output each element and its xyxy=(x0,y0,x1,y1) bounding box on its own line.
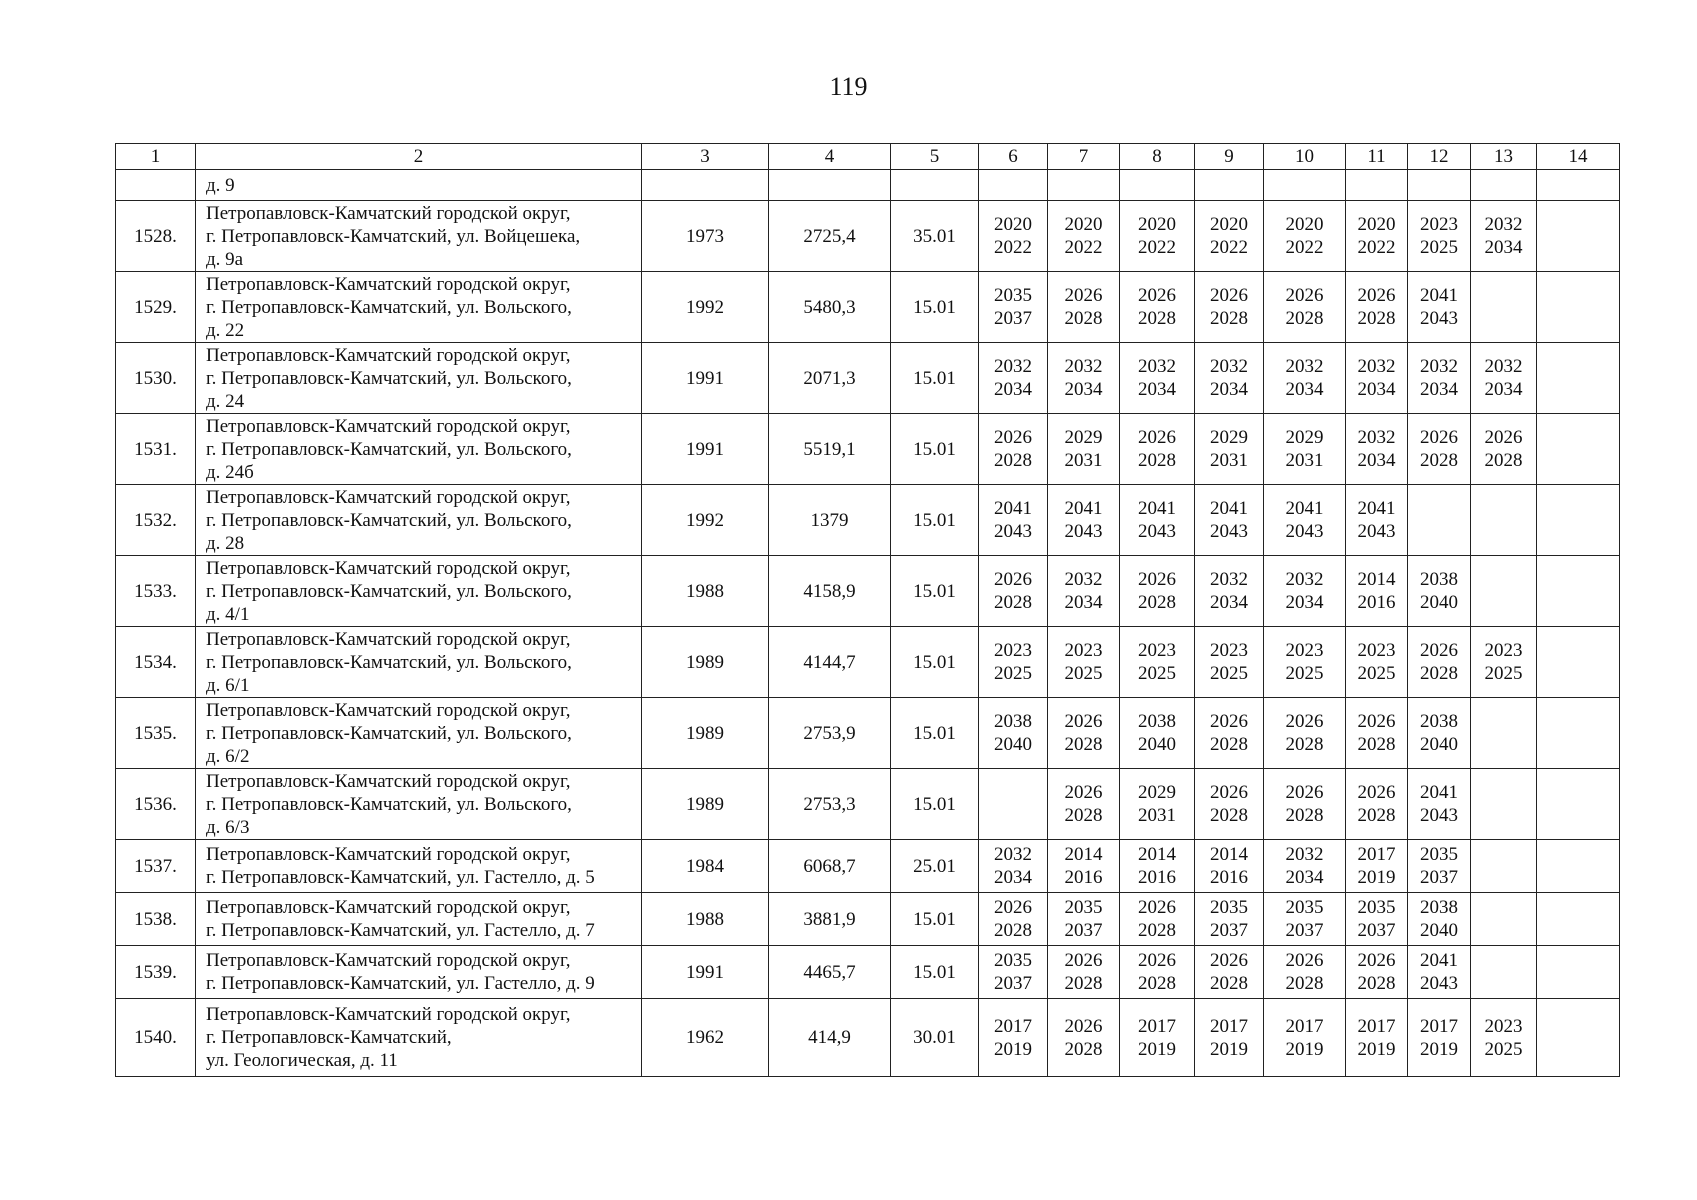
address-line: г. Петропавловск-Камчатский, ул. Вольского, xyxy=(206,438,572,460)
period-cell: 2023 2025 xyxy=(1264,627,1346,698)
period-cell: 2032 2034 xyxy=(1195,343,1264,414)
address-cell xyxy=(196,999,642,1077)
address-line: г. Петропавловск-Камчатский, ул. Войцешека, xyxy=(206,225,581,247)
period-cell: 2032 2034 xyxy=(1408,343,1471,414)
address-line: Петропавловск-Камчатский городской округ, xyxy=(206,628,571,650)
period-cell: 2026 2028 xyxy=(1195,272,1264,343)
address-line: д. 6/1 xyxy=(206,674,250,696)
period-cell: 2041 2043 xyxy=(1048,485,1120,556)
period-cell: 2035 2037 xyxy=(1408,840,1471,893)
period-cell: 2035 2037 xyxy=(1195,893,1264,946)
column-header-11: 11 xyxy=(1346,144,1408,170)
year-built-cell: 1989 xyxy=(642,627,769,698)
address-line: Петропавловск-Камчатский городской округ, xyxy=(206,699,571,721)
address-line: г. Петропавловск-Камчатский, ул. Вольского, xyxy=(206,793,572,815)
period-cell: 2032 2034 xyxy=(1048,556,1120,627)
area-cell: 2725,4 xyxy=(769,201,891,272)
year-built-cell: 1992 xyxy=(642,272,769,343)
housing-registry-table xyxy=(115,143,1620,1077)
address-line: г. Петропавловск-Камчатский, ул. Гастелло, д. 9 xyxy=(206,973,595,994)
period-cell: 2020 2022 xyxy=(1048,201,1120,272)
period-cell: 2035 2037 xyxy=(979,272,1048,343)
period-cell: 2026 2028 xyxy=(1048,698,1120,769)
period-cell: 2026 2028 xyxy=(1264,698,1346,769)
period-cell: 2032 2034 xyxy=(1346,343,1408,414)
column-header-1: 1 xyxy=(116,144,196,170)
address-line: Петропавловск-Камчатский городской округ, xyxy=(206,557,571,579)
period-cell: 2041 2043 xyxy=(979,485,1048,556)
period-cell: 2041 2043 xyxy=(1264,485,1346,556)
table-row xyxy=(116,556,1620,627)
period-cell xyxy=(1471,485,1537,556)
code-cell: 15.01 xyxy=(891,272,979,343)
period-cell xyxy=(1471,946,1537,999)
year-built-cell: 1991 xyxy=(642,946,769,999)
period-cell: 2038 2040 xyxy=(1120,698,1195,769)
period-cell xyxy=(1537,840,1620,893)
period-cell: 2026 2028 xyxy=(979,414,1048,485)
period-cell: 2026 2028 xyxy=(1120,414,1195,485)
period-cell xyxy=(1471,272,1537,343)
code-cell: 15.01 xyxy=(891,893,979,946)
table-row xyxy=(116,272,1620,343)
period-cell: 2020 2022 xyxy=(1264,201,1346,272)
year-built-cell: 1988 xyxy=(642,893,769,946)
period-cell: 2026 2028 xyxy=(1408,414,1471,485)
period-cell: 2014 2016 xyxy=(1195,840,1264,893)
address-cell xyxy=(196,556,642,627)
period-cell: 2023 2025 xyxy=(1048,627,1120,698)
period-cell: 2038 2040 xyxy=(1408,556,1471,627)
address-line: Петропавловск-Камчатский городской округ, xyxy=(206,950,571,971)
row-number-cell: 1529. xyxy=(116,272,196,343)
year-built-cell: 1984 xyxy=(642,840,769,893)
period-cell: 2023 2025 xyxy=(1471,999,1537,1077)
period-cell: 2029 2031 xyxy=(1048,414,1120,485)
period-cell: 2035 2037 xyxy=(1346,893,1408,946)
code-cell: 15.01 xyxy=(891,343,979,414)
period-cell: 2023 2025 xyxy=(1195,627,1264,698)
year-built-cell: 1962 xyxy=(642,999,769,1077)
period-cell xyxy=(1537,201,1620,272)
period-cell xyxy=(1471,698,1537,769)
address-line: д. 9а xyxy=(206,248,244,270)
address-cell xyxy=(196,343,642,414)
period-cell: 2032 2034 xyxy=(1346,414,1408,485)
period-cell: 2032 2034 xyxy=(979,343,1048,414)
year-built-cell: 1991 xyxy=(642,414,769,485)
address-line: Петропавловск-Камчатский городской округ, xyxy=(206,202,571,224)
row-number-cell: 1528. xyxy=(116,201,196,272)
area-cell: 6068,7 xyxy=(769,840,891,893)
period-cell: 2023 2025 xyxy=(1346,627,1408,698)
year-built-cell: 1992 xyxy=(642,485,769,556)
area-cell: 4465,7 xyxy=(769,946,891,999)
address-line: Петропавловск-Камчатский городской округ, xyxy=(206,344,571,366)
row-number-cell: 1539. xyxy=(116,946,196,999)
period-cell: 2026 2028 xyxy=(1120,946,1195,999)
area-cell: 2071,3 xyxy=(769,343,891,414)
period-cell: 2038 2040 xyxy=(979,698,1048,769)
column-header-4: 4 xyxy=(769,144,891,170)
address-line: г. Петропавловск-Камчатский, ул. Вольского, xyxy=(206,296,572,318)
period-cell: 2026 2028 xyxy=(1195,946,1264,999)
row-number-cell: 1533. xyxy=(116,556,196,627)
address-line: д. 28 xyxy=(206,532,245,554)
period-cell: 2026 2028 xyxy=(1408,627,1471,698)
column-header-10: 10 xyxy=(1264,144,1346,170)
column-header-2: 2 xyxy=(196,144,642,170)
period-cell: 2023 2025 xyxy=(979,627,1048,698)
period-cell: 2023 2025 xyxy=(1471,627,1537,698)
area-cell: 3881,9 xyxy=(769,893,891,946)
period-cell: 2020 2022 xyxy=(979,201,1048,272)
address-cell xyxy=(196,840,642,893)
period-cell xyxy=(1537,556,1620,627)
address-cell xyxy=(196,485,642,556)
period-cell xyxy=(1537,485,1620,556)
area-cell: 1379 xyxy=(769,485,891,556)
address-cell xyxy=(196,272,642,343)
period-cell: 2041 2043 xyxy=(1195,485,1264,556)
period-cell: 2029 2031 xyxy=(1195,414,1264,485)
continuation-row xyxy=(116,170,1620,201)
period-cell xyxy=(1471,556,1537,627)
column-header-12: 12 xyxy=(1408,144,1471,170)
period-cell: 2017 2019 xyxy=(1346,840,1408,893)
table-row xyxy=(116,414,1620,485)
period-cell: 2035 2037 xyxy=(979,946,1048,999)
column-header-6: 6 xyxy=(979,144,1048,170)
period-cell xyxy=(1537,946,1620,999)
period-cell xyxy=(1537,627,1620,698)
period-cell: 2014 2016 xyxy=(1120,840,1195,893)
code-cell: 35.01 xyxy=(891,201,979,272)
period-cell: 2026 2028 xyxy=(1471,414,1537,485)
row-number-cell: 1536. xyxy=(116,769,196,840)
table-row xyxy=(116,769,1620,840)
period-cell: 2020 2022 xyxy=(1346,201,1408,272)
row-number-cell: 1538. xyxy=(116,893,196,946)
period-cell xyxy=(1471,840,1537,893)
period-cell: 2014 2016 xyxy=(1048,840,1120,893)
address-line: г. Петропавловск-Камчатский, ул. Гастелло, д. 7 xyxy=(206,920,595,941)
period-cell: 2017 2019 xyxy=(1408,999,1471,1077)
period-cell: 2026 2028 xyxy=(1048,946,1120,999)
address-line: д. 6/3 xyxy=(206,816,250,838)
period-cell: 2026 2028 xyxy=(1195,698,1264,769)
area-cell: 5519,1 xyxy=(769,414,891,485)
period-cell: 2020 2022 xyxy=(1120,201,1195,272)
address-line: Петропавловск-Камчатский городской округ, xyxy=(206,486,571,508)
period-cell: 2026 2028 xyxy=(1346,272,1408,343)
address-line: г. Петропавловск-Камчатский, ул. Вольского, xyxy=(206,509,572,531)
column-header-3: 3 xyxy=(642,144,769,170)
code-cell: 30.01 xyxy=(891,999,979,1077)
address-cell xyxy=(196,627,642,698)
period-cell xyxy=(979,769,1048,840)
address-cell xyxy=(196,946,642,999)
period-cell: 2026 2028 xyxy=(1048,769,1120,840)
address-cell xyxy=(196,698,642,769)
area-cell: 4144,7 xyxy=(769,627,891,698)
period-cell xyxy=(1537,414,1620,485)
period-cell: 2026 2028 xyxy=(1346,946,1408,999)
period-cell: 2026 2028 xyxy=(1346,769,1408,840)
period-cell: 2041 2043 xyxy=(1120,485,1195,556)
period-cell: 2026 2028 xyxy=(979,556,1048,627)
address-line: Петропавловск-Камчатский городской округ, xyxy=(206,415,571,437)
row-number-cell: 1530. xyxy=(116,343,196,414)
period-cell xyxy=(1537,698,1620,769)
period-cell: 2023 2025 xyxy=(1408,201,1471,272)
period-cell: 2032 2034 xyxy=(1048,343,1120,414)
period-cell: 2035 2037 xyxy=(1264,893,1346,946)
area-cell: 2753,9 xyxy=(769,698,891,769)
address-line: д. 24б xyxy=(206,461,254,483)
code-cell: 15.01 xyxy=(891,627,979,698)
period-cell: 2032 2034 xyxy=(1264,556,1346,627)
year-built-cell: 1988 xyxy=(642,556,769,627)
area-cell: 414,9 xyxy=(769,999,891,1077)
column-header-8: 8 xyxy=(1120,144,1195,170)
period-cell xyxy=(1537,893,1620,946)
year-built-cell: 1991 xyxy=(642,343,769,414)
address-line: г. Петропавловск-Камчатский, ул. Вольского, xyxy=(206,651,572,673)
address-cell xyxy=(196,769,642,840)
code-cell: 25.01 xyxy=(891,840,979,893)
column-header-14: 14 xyxy=(1537,144,1620,170)
period-cell: 2029 2031 xyxy=(1120,769,1195,840)
period-cell: 2020 2022 xyxy=(1195,201,1264,272)
table-row xyxy=(116,946,1620,999)
period-cell: 2017 2019 xyxy=(1120,999,1195,1077)
row-number-cell: 1531. xyxy=(116,414,196,485)
address-line: Петропавловск-Камчатский городской округ, xyxy=(206,844,571,865)
period-cell: 2014 2016 xyxy=(1346,556,1408,627)
period-cell: 2041 2043 xyxy=(1408,272,1471,343)
period-cell: 2026 2028 xyxy=(1120,893,1195,946)
column-header-9: 9 xyxy=(1195,144,1264,170)
period-cell: 2017 2019 xyxy=(979,999,1048,1077)
code-cell: 15.01 xyxy=(891,556,979,627)
address-cell: д. 9 xyxy=(196,170,642,201)
period-cell: 2041 2043 xyxy=(1408,946,1471,999)
period-cell: 2017 2019 xyxy=(1195,999,1264,1077)
period-cell: 2026 2028 xyxy=(979,893,1048,946)
period-cell: 2032 2034 xyxy=(1471,343,1537,414)
table-row xyxy=(116,893,1620,946)
address-cell xyxy=(196,414,642,485)
table-row xyxy=(116,485,1620,556)
code-cell: 15.01 xyxy=(891,946,979,999)
period-cell: 2026 2028 xyxy=(1264,272,1346,343)
period-cell: 2026 2028 xyxy=(1048,999,1120,1077)
address-line: г. Петропавловск-Камчатский, ул. Вольского, xyxy=(206,580,572,602)
address-line: д. 4/1 xyxy=(206,603,250,625)
address-line: д. 24 xyxy=(206,390,245,412)
column-header-13: 13 xyxy=(1471,144,1537,170)
address-line: Петропавловск-Камчатский городской округ, xyxy=(206,1004,571,1025)
period-cell: 2032 2034 xyxy=(1471,201,1537,272)
period-cell xyxy=(1471,769,1537,840)
period-cell: 2032 2034 xyxy=(1195,556,1264,627)
table-row xyxy=(116,627,1620,698)
period-cell: 2017 2019 xyxy=(1264,999,1346,1077)
period-cell xyxy=(1537,769,1620,840)
area-cell: 2753,3 xyxy=(769,769,891,840)
table-row xyxy=(116,840,1620,893)
address-cell xyxy=(196,201,642,272)
code-cell: 15.01 xyxy=(891,485,979,556)
period-cell: 2026 2028 xyxy=(1264,946,1346,999)
row-number-cell: 1534. xyxy=(116,627,196,698)
column-header-5: 5 xyxy=(891,144,979,170)
address-line: Петропавловск-Камчатский городской округ, xyxy=(206,770,571,792)
period-cell: 2041 2043 xyxy=(1408,769,1471,840)
period-cell: 2023 2025 xyxy=(1120,627,1195,698)
period-cell: 2026 2028 xyxy=(1264,769,1346,840)
area-cell: 4158,9 xyxy=(769,556,891,627)
column-number-header-row xyxy=(116,144,1620,170)
address-line: г. Петропавловск-Камчатский, ул. Вольского, xyxy=(206,722,572,744)
page-number: 119 xyxy=(829,72,868,101)
period-cell: 2038 2040 xyxy=(1408,698,1471,769)
period-cell: 2038 2040 xyxy=(1408,893,1471,946)
row-number-cell: 1532. xyxy=(116,485,196,556)
row-number-cell: 1535. xyxy=(116,698,196,769)
period-cell: 2026 2028 xyxy=(1195,769,1264,840)
area-cell: 5480,3 xyxy=(769,272,891,343)
year-built-cell: 1989 xyxy=(642,769,769,840)
period-cell: 2026 2028 xyxy=(1048,272,1120,343)
period-cell: 2026 2028 xyxy=(1346,698,1408,769)
address-line: Петропавловск-Камчатский городской округ, xyxy=(206,273,571,295)
period-cell: 2017 2019 xyxy=(1346,999,1408,1077)
period-cell: 2041 2043 xyxy=(1346,485,1408,556)
period-cell: 2026 2028 xyxy=(1120,556,1195,627)
address-line: г. Петропавловск-Камчатский, ул. Вольского, xyxy=(206,367,572,389)
period-cell: 2026 2028 xyxy=(1120,272,1195,343)
period-cell: 2029 2031 xyxy=(1264,414,1346,485)
year-built-cell: 1973 xyxy=(642,201,769,272)
column-header-7: 7 xyxy=(1048,144,1120,170)
period-cell: 2035 2037 xyxy=(1048,893,1120,946)
table-row xyxy=(116,698,1620,769)
address-line: Петропавловск-Камчатский городской округ, xyxy=(206,897,571,918)
period-cell: 2032 2034 xyxy=(1120,343,1195,414)
table-row xyxy=(116,999,1620,1077)
address-cell xyxy=(196,893,642,946)
period-cell xyxy=(1471,893,1537,946)
period-cell xyxy=(1537,272,1620,343)
row-number-cell: 1540. xyxy=(116,999,196,1077)
period-cell xyxy=(1537,999,1620,1077)
address-line: г. Петропавловск-Камчатский, xyxy=(206,1027,452,1048)
period-cell: 2032 2034 xyxy=(979,840,1048,893)
code-cell: 15.01 xyxy=(891,769,979,840)
address-line: д. 6/2 xyxy=(206,745,250,767)
table-row xyxy=(116,201,1620,272)
period-cell: 2032 2034 xyxy=(1264,840,1346,893)
address-line: г. Петропавловск-Камчатский, ул. Гастелло, д. 5 xyxy=(206,867,595,888)
code-cell: 15.01 xyxy=(891,698,979,769)
address-line: ул. Геологическая, д. 11 xyxy=(206,1050,398,1071)
year-built-cell: 1989 xyxy=(642,698,769,769)
period-cell: 2032 2034 xyxy=(1264,343,1346,414)
table-row xyxy=(116,343,1620,414)
code-cell: 15.01 xyxy=(891,414,979,485)
row-number-cell: 1537. xyxy=(116,840,196,893)
period-cell xyxy=(1537,343,1620,414)
address-line: д. 22 xyxy=(206,319,245,341)
period-cell xyxy=(1408,485,1471,556)
